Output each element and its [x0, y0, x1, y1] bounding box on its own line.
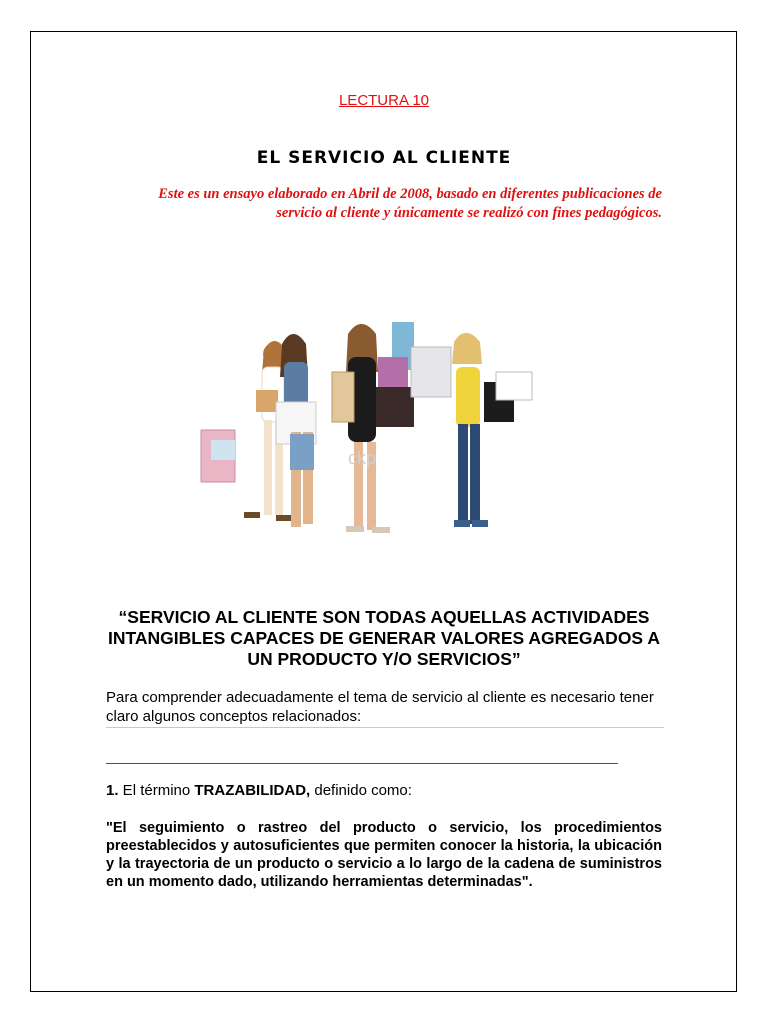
- lectura-heading: LECTURA 10: [338, 92, 430, 109]
- gray-divider: [106, 727, 664, 728]
- intro-line-2: claro algunos conceptos relacionados:: [106, 708, 362, 725]
- item-term: TRAZABILIDAD,: [194, 782, 311, 799]
- author-note: [110, 185, 662, 223]
- page-title: EL SERVICIO AL CLIENTE: [256, 148, 512, 168]
- quote-line-2: INTANGIBLES CAPACES DE GENERAR VALORES AGREGADOS A: [108, 628, 660, 648]
- woman-3-figure: [332, 324, 390, 533]
- definition-quote: [86, 607, 682, 670]
- author-note-line-1: Este es un ensayo elaborado en Abril de 2008, basado en diferentes publicaciones de: [158, 186, 662, 202]
- item-number: 1.: [106, 782, 119, 799]
- item-trazabilidad: [106, 782, 662, 799]
- trazabilidad-definition: "El seguimiento o rastreo del producto o servicio, los procedimientos preestablecidos y autosuficientes que permiten conocer la historia, la ubicación y la trayectoria de un producto o servicio a lo largo de la cadena de suministros en un momento dado, utilizando herramientas determinadas".: [106, 820, 662, 890]
- photo-watermark: ckp: [348, 448, 377, 468]
- quote-line-3: UN PRODUCTO Y/O SERVICIOS”: [247, 649, 521, 669]
- woman-4-figure: [452, 333, 488, 527]
- intro-paragraph: [106, 688, 662, 726]
- shopping-women-photo: [196, 302, 546, 547]
- item-suffix: definido como:: [310, 782, 412, 799]
- intro-line-1: Para comprender adecuadamente el tema de servicio al cliente es necesario tener: [106, 689, 654, 706]
- item-prefix: El término: [118, 782, 195, 799]
- author-note-line-2: servicio al cliente y únicamente se realizó con fines pedagógicos.: [276, 205, 662, 221]
- quote-line-1: “SERVICIO AL CLIENTE SON TODAS AQUELLAS ACTIVIDADES: [118, 607, 650, 627]
- red-divider: [106, 763, 618, 764]
